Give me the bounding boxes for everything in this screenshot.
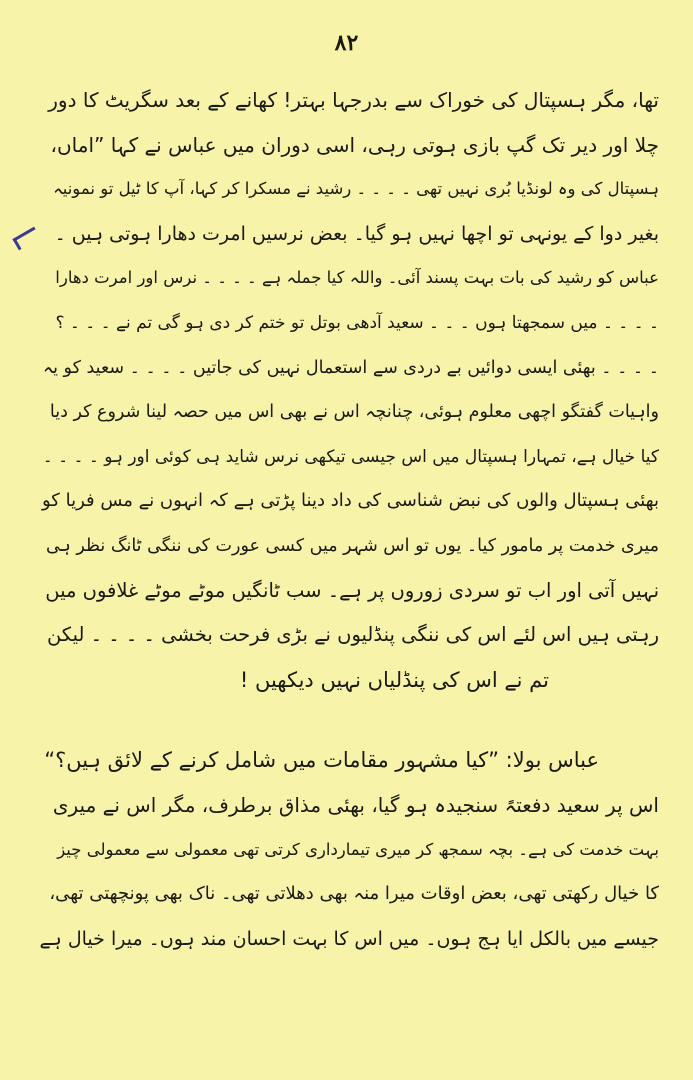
text-line: اس پر سعید دفعتہً سنجیدہ ہو گیا، بھئی مذاق برطرف، مگر اس نے میری [52,792,659,817]
text-line: کا خیال رکھتی تھی، بعض اوقات میرا منہ بھی دھلاتی تھی۔ ناک بھی پونچھتی تھی، [49,883,659,905]
text-line: عباس کو رشید کی بات بہت پسند آئی۔ واللہ کیا جملہ ہے ۔ ۔ ۔ ۔ نرس اور امرت دھارا [55,268,659,288]
text-line: ۔ ۔ ۔ ۔ بھئی ایسی دوائیں بے دردی سے استعمال نہیں کی جاتیں ۔ ۔ ۔ ۔ سعید کو یہ [42,357,659,378]
paragraph-gap [40,702,659,738]
text-line: بہت خدمت کی ہے۔ بچہ سمجھ کر میری تیمارداری کرتی تھی معمولی سے معمولی چیز [57,839,659,859]
page-body-text [40,78,659,961]
text-line: عباس بولا: ”کیا مشہور مقامات میں شامل کرنے کے لائق ہیں؟“ [44,748,599,773]
text-line: ۔ ۔ ۔ ۔ میں سمجھتا ہوں ۔ ۔ ۔ سعید آدھی بوتل تو ختم کر دی ہو گی تم نے ۔ ۔ ۔ ؟ [55,312,659,333]
text-line: تھا، مگر ہسپتال کی خوراک سے بدرجہا بہتر! کھانے کے بعد سگریٹ کا دور [48,88,659,112]
text-line: میری خدمت پر مامور کیا۔ یوں تو اس شہر میں کسی عورت کی ننگی ٹانگ نظر ہی [45,535,659,556]
pen-mark [12,227,40,251]
text-line: بھئی ہسپتال والوں کی نبض شناسی کی داد دینا پڑتی ہے کہ انہوں نے مس فریا کو [42,490,659,512]
text-line: نہیں آتی اور اب تو سردی زوروں پر ہے۔ سب ٹانگیں موٹے موٹے غلافوں میں [45,578,659,602]
text-line: بغیر دوا کے یونہی تو اچھا نہیں ہو گیا۔ بعض نرسیں امرت دھارا ہوتی ہیں ۔ [54,222,659,245]
text-line: جیسے میں بالکل ایا ہج ہوں۔ میں اس کا بہت احسان مند ہوں۔ میرا خیال ہے [40,927,659,950]
text-line: تم نے اس کی پنڈلیاں نہیں دیکھیں ! [239,667,549,692]
text-line: واہیات گفتگو اچھی معلوم ہوئی، چنانچہ اس نے بھی اس میں حصہ لینا شروع کر دیا [49,402,659,423]
text-line: ہسپتال کی وہ لونڈیا بُری نہیں تھی ۔ ۔ ۔ ۔ رشید نے مسکرا کر کہا، آپ کا ٹیل تو نمونیہ [53,179,659,199]
text-line: چلا اور دیر تک گپ بازی ہوتی رہی، اسی دوران میں عباس نے کہا ”اماں، [50,132,659,157]
text-line: کیا خیال ہے، تمہارا ہسپتال میں اس جیسی تیکھی نرس شاید ہی کوئی اور ہو ۔ ۔ ۔ ۔ [42,446,659,467]
page-number: ۸۲ [334,30,359,56]
text-line: رہتی ہیں اس لئے اس کی ننگی پنڈلیوں نے بڑی فرحت بخشی ۔ ۔ ۔ ۔ لیکن [46,623,659,647]
